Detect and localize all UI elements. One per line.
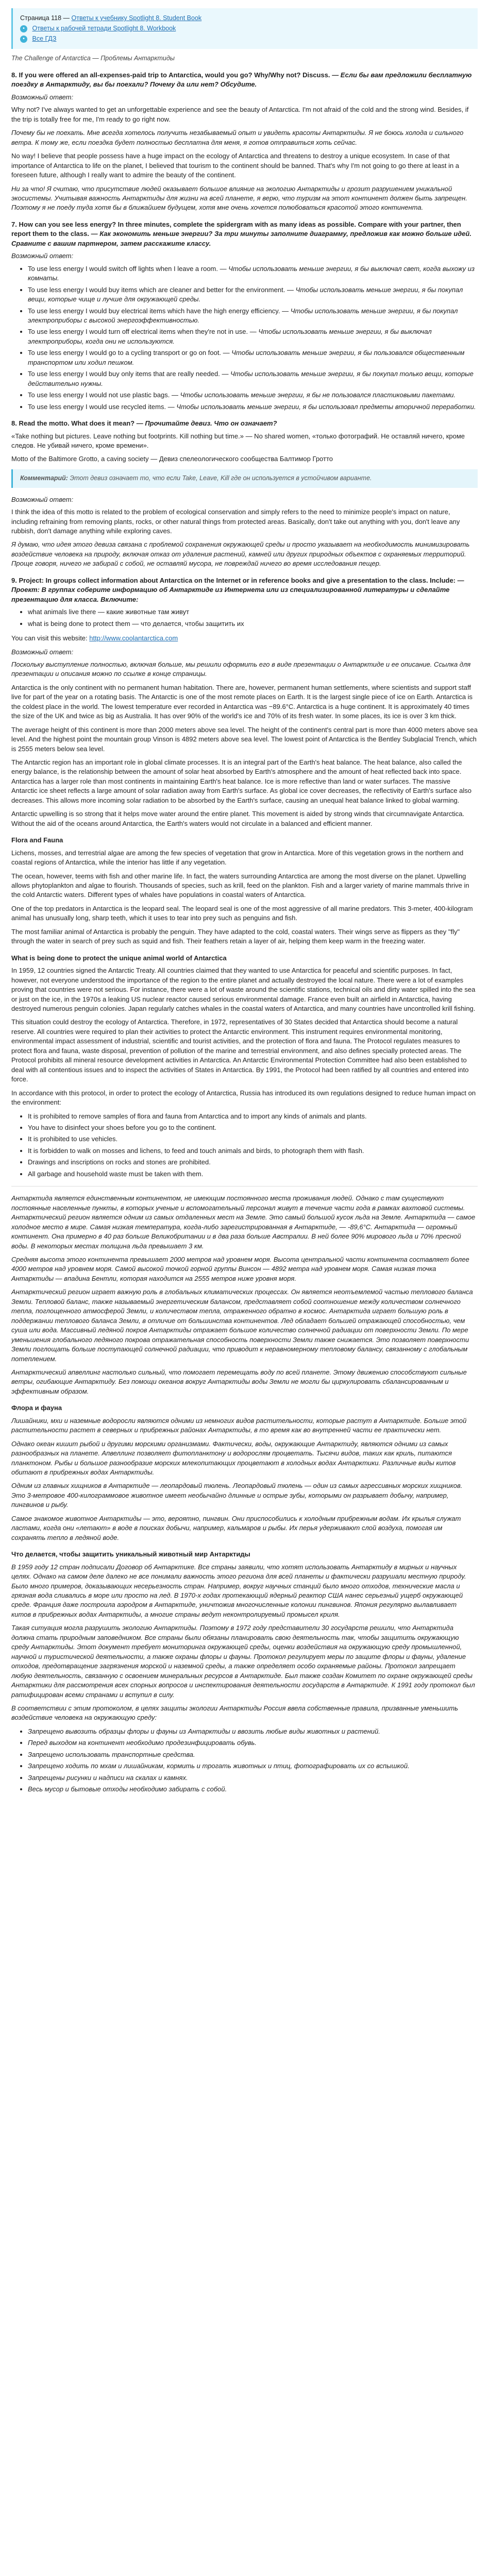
answer-ru: Я думаю, что идея этого девиза связана с проблемой сохранения окружающей среды и просто указывает на необходимость минимизировать воздействие человека на природу, включая отказ от удаления растений, камней или других природных объектов с охраняемых территорий. Проще говоря, ничего не забирай с собой, не оставляй мусора, не повреждай ничего во время исследования пещер. — [11, 540, 470, 568]
answer-en: I think the idea of this motto is related to the problem of ecological conservation and simply refers to the need to minimize people's impact on nature, including refraining from removing plants, rocks, or other natural things from protected areas. Basically, don't take out anything with you, don't leave any rubbish, don't damage anything while exploring caves. — [11, 508, 460, 535]
website-line — [11, 634, 478, 643]
paragraph-ru: Такая ситуация могла разрушить экологию Антарктиды. Поэтому в 1972 году представители 30 государств решили, что Антарктида должна стать природным заповедником. Все страны были обязаны планировать свою деятельность так, чтобы защитить окружающую среду Антарктиды. Этот документ требует мониторинга окружающей среды, оценки воздействия на окружающую среду промышленной, научной и туристической деятельности, а также охраны флоры и фауны. Протокол регулирует меры по защите флоры и фауны, удаление отходов, предотвращение загрязнения морской и наземной среды, а также определяет особо охраняемые районы. Протокол запрещает любую деятельность, связанную с освоением минеральных ресурсов в Антарктиде. Был также создан Комитет по охране окружающей среды Антарктики для рассмотрения всех спорных вопросов и инспектирования деятельности государств в Антарктиде. К 1991 году протокол был ратифицирован всеми странами и вступил в силу. — [11, 1624, 475, 1699]
comment-box — [11, 469, 478, 488]
question-8-motto — [11, 419, 478, 428]
possible-answer-label: Возможный ответ: — [11, 648, 74, 656]
question-7-energy — [11, 220, 478, 248]
list-item: • Запрещено вывозить образцы флоры и фауны из Антарктиды и ввозить любые виды животных и растений. — [28, 1727, 478, 1736]
bullet-icon: • — [20, 36, 27, 43]
list-item: • what is being done to protect them — что делается, чтобы защитить их — [28, 619, 478, 629]
motto-author: Motto of the Baltimore Grotto, a caving society — Девиз спелеологического сообщества Балтимор Гротто — [11, 455, 333, 463]
breadcrumb: The Challenge of Antarctica — Проблемы Антарктиды — [11, 55, 175, 62]
question-8-travel — [11, 71, 478, 90]
possible-answer-label: Возможный ответ: — [11, 93, 74, 101]
paragraph-ru: Средняя высота этого континента превышает 2000 метров над уровнем моря. Высота центральной части континента составляет более 4000 метров над уровнем моря. Самой высокой точкой горной группы Винсон — 4892 метра над уровнем моря. Самая низкая точка Антарктиды — впадина Бентли, которая находится на 2555 метров ниже уровня моря. — [11, 1255, 469, 1282]
paragraph: Lichens, mosses, and terrestrial algae are among the few species of vegetation that grow in Antarctica. More of this vegetation grows in the northern and coastal regions of Antarctica, while the interior has little if any vegetation. — [11, 849, 464, 867]
website-label: You can visit this website: — [11, 634, 88, 642]
list-item: • Запрещено использовать транспортные средства. — [28, 1750, 478, 1759]
paragraph: Antarctic upwelling is so strong that it helps move water around the entire planet. This movement is aided by strong winds that circumnavigate Antarctica. Without the aid of the oceans around Antarctica, the Earth's waters would not circulate in a balanced and efficient manner. — [11, 810, 465, 827]
paragraph: In 1959, 12 countries signed the Antarctic Treaty. All countries claimed that they wanted to use Antarctica for peaceful and scientific purposes. In fact, however, not everyone understood the importance of the region to the entire planet and actually destroyed the local nature. There were a lot of examples proving that countries were not serious. For instance, there were a lot of waste around the scientific stations, technical oils and dirty water spilled into the sea or just on the ice, in the 1970s a leaking US nuclear reactor caused serious environmental damage. France even built an airfield in Antarctica, having destroyed numerous penguin colonies. Japan regularly catches whales in the coastal waters of Antarctica, and many countries have uncontrolled krill fishing. — [11, 967, 476, 1012]
answer2-ru: Ни за что! Я считаю, что присутствие людей оказывает большое влияние на экологию Антарктиды и грозит разрушением уникальной экосистемы. Учитывая важность Антарктиды для жизни на всей планете, я верю, что туризм на этот континент должен быть запрещен. Поэтому я не поеду туда хотя бы в ближайшем будущем, хотя мне очень хочется полюбоваться красотой этого континента. — [11, 184, 467, 212]
list-item: • To use less energy I would not use plastic bags. — Чтобы использовать меньше энергии, я бы не пользовался пластиковыми пакетами. — [28, 391, 478, 400]
section-heading-flora: Flora and Fauna — [11, 836, 63, 844]
list-item: • You have to disinfect your shoes before you go to the continent. — [28, 1123, 478, 1132]
question-translation: — Проект: В группах соберите информацию об Антарктиде из Интернета или из специализированной литературы и сделайте презентацию для класса. Включите: — [11, 576, 464, 603]
student-book-link[interactable]: Ответы к учебнику Spotlight 8. Student Book — [71, 14, 202, 22]
paragraph-ru: Антарктический апвеллинг настолько сильный, что помогает перемещать воду по всей планете. Этому движению способствуют сильные ветры, огибающие Антарктиду. Без помощи океанов вокруг Антарктиды воды Земли не могли бы циркулировать сбалансированным и эффективным образом. — [11, 1368, 467, 1395]
website-link[interactable]: http://www.coolantarctica.com — [89, 634, 178, 642]
info-line-workbook — [20, 24, 470, 33]
list-item: • To use less energy I would buy electrical items which have the high energy efficiency. — Чтобы использовать меньше энергии, я бы покупал электроприборы с высокой энергоэффективностью. — [28, 307, 478, 326]
list-item: • Весь мусор и бытовые отходы необходимо забирать с собой. — [28, 1785, 478, 1794]
question-title: 7. How can you see less energy? In three minutes, complete the spidergram with as many ideas as possible. Compare with your partner, then report them to the class. — [11, 220, 461, 238]
rules-list-ru — [11, 1727, 478, 1794]
paragraph: The ocean, however, teems with fish and other marine life. In fact, the waters surrounding Antarctica are among the most diverse on the planet. Upwelling allows phytoplankton and algae to flourish. Thousands of species, such as krill, feed on the plankton. Fish and a larger variety of marine mammals thrive in the cold Antarctic waters. Different types of whales have populations in coastal waters of Antarctica. — [11, 872, 469, 899]
all-gdz-link[interactable]: Все ГДЗ — [32, 35, 57, 42]
answer2-en: No way! I believe that people possess have a huge impact on the ecology of Antarctica and threatens to destroy a unique ecosystem. In case of that importance of Antarctica to life on the planet, I believed that tourism to the continent should be banned. That's why I'm not going to go there at least in a foreseen future, although I really want to admire the beauty of the continent. — [11, 152, 460, 179]
section-heading-flora-ru: Флора и фауна — [11, 1404, 62, 1412]
possible-answer-label: Возможный ответ: — [11, 252, 74, 260]
page-number: Страница 118 — — [20, 14, 70, 22]
list-item: • Запрещено ходить по мхам и лишайникам, кормить и трогать животных и птиц, фотографировать их со вспышкой. — [28, 1761, 478, 1771]
section-heading-protect: What is being done to protect the unique animal world of Antarctica — [11, 954, 227, 962]
paragraph-ru: Одним из главных хищников в Антарктиде — леопардовый тюлень. Леопардовый тюлень — один из самых агрессивных морских хищников. Это 3-метровое 400-килограммовое животное имеет необычайно длинные и острые зубы, которыми он разрывает добычу, например, пингвинов и рыбу. — [11, 1482, 463, 1509]
paragraph-ru: Лишайники, мхи и наземные водоросли являются одними из немногих видов растительности, которые растут в Антарктиде. Больше этой растительности растет в северных и прибрежных районах Антарктиды, в то время как во внутренней части ее практически нет. — [11, 1416, 467, 1434]
paragraph: In accordance with this protocol, in order to protect the ecology of Antarctica, Russia has introduced its own regulations designed to reduce human impact on the environment: — [11, 1089, 476, 1107]
paragraph: The most familiar animal of Antarctica is probably the penguin. They have adapted to the cold, coastal waters. Their wings serve as flippers as they "fly" through the water in search of prey such as squid and fish. Their feathers retain a layer of air, helping them keep warm in the freezing water. — [11, 927, 460, 945]
bullet-icon: • — [20, 25, 27, 32]
paragraph: This situation could destroy the ecology of Antarctica. Therefore, in 1972, representatives of 30 States decided that Antarctica should become a natural reserve. All countries were required to plan their activities to protect the Antarctic environment. This instrument requires environmental monitoring, environmental impact assessment of industrial, scientific and tourist activities, and the protection of flora and fauna. The Protocol regulates measures to protect flora and fauna, waste disposal, prevention of pollution of the marine and terrestrial environment, and also defines specially protected areas. The Protocol prohibits all mineral resource development activities in Antarctica. An Antarctic Environmental Protection Committee had also been established to deal with all contentious issues and to inspect the activities of States in Antarctica. By 1991, the Protocol had been ratified by all countries and entered into force. — [11, 1018, 469, 1083]
paragraph-ru: В 1959 году 12 стран подписали Договор об Антарктике. Все страны заявили, что хотят использовать Антарктиду в мирных и научных целях. Однако на самом деле далеко не все понимали важность этого региона для всей планеты и фактически разрушали местную природу. Было много примеров, доказывающих несерьезность стран. Например, вокруг научных станций было много отходов, технические масла и грязная вода сливались в море или просто на лед. В 1970-х годах протекающий ядерный реактор США нанес серьезный ущерб окружающей среде. Франция даже построила аэродром в Антарктиде, уничтожив многочисленные колонии пингвинов. Япония регулярно вылавливает китов в прибрежных водах Антарктиды, а многие страны ведут неконтролируемый промысел криля. — [11, 1563, 466, 1618]
question-9-project — [11, 576, 478, 604]
energy-ideas-list — [11, 264, 478, 412]
list-item: • To use less energy I would switch off lights when I leave a room. — Чтобы использовать меньше энергии, я бы выключал свет, когда выхожу из комнаты. — [28, 264, 478, 283]
list-item: • To use less energy I would use recycled items. — Чтобы использовать меньше энергии, я бы использовал предметы вторичной переработки. — [28, 402, 478, 412]
answer-intro-ru: Поскольку выступление полностью, включая больше, мы решили оформить его в виде презентации о Антарктиде и ее описание. Ссылка для презентации и описания можно по ссылке в конце страницы. — [11, 660, 471, 678]
divider — [11, 1186, 478, 1187]
info-line-pages — [20, 14, 470, 23]
question-translation: — Как экономить меньше энергии? За три минуты заполните диаграмму, предложив как можно больше идей. Сравните с вашим партнером, затем расскажите классу. — [11, 230, 471, 247]
paragraph-ru: Самое знакомое животное Антарктиды — это, вероятно, пингвин. Они приспособились к холодным прибрежным водам. Их крылья служат ластами, когда они «летают» в воде в поисках добычи, например, кальмаров и рыбы. Их перья удерживают слой воздуха, помогая им сохранять тепло в ледяной воде. — [11, 1514, 461, 1541]
workbook-link[interactable]: Ответы к рабочей тетради Spotlight 8. Workbook — [32, 24, 176, 32]
motto-text: «Take nothing but pictures. Leave nothing but footprints. Kill nothing but time.» — No shared women, «только фотографий. Не оставляй ничего, кроме следов. Не убивай ничего, кроме времени». — [11, 432, 465, 449]
paragraph: The Antarctic region has an important role in global climate processes. It is an integral part of the Earth's heat balance. The heat balance, also called the energy balance, is the relationship between the amount of solar heat absorbed by Earth's atmosphere and the amount of heat reflected back into space. Antarctica has a larger role than most continents in maintaining Earth's heat balance. Ice is more reflective than land or water surfaces. The massive Antarctic ice sheet reflects a large amount of solar radiation away from Earth's surface. As global ice cover decreases, the reflectivity of Earth's surface also decreases. This allows more incoming solar radiation to be absorbed by the Earth's surface, causing an unequal heat balance linked to global warming. — [11, 758, 471, 804]
list-item: • To use less energy I would go to a cycling transport or go on foot. — Чтобы использовать меньше энергии, я бы пользовался общественным транспортом или ходил пешком. — [28, 348, 478, 367]
question-title: 8. If you were offered an all-expenses-paid trip to Antarctica, would you go? Why/Why not? Discuss. — [11, 71, 330, 79]
info-line-gdz — [20, 35, 470, 44]
list-item: • To use less energy I would turn off electrical items when they're not in use. — Чтобы использовать меньше энергии, я бы выключал электроприборы, когда они не используются. — [28, 327, 478, 346]
possible-answer-label: Возможный ответ: — [11, 495, 74, 503]
list-item: • To use less energy I would buy only items that are really needed. — Чтобы использовать меньше энергии, я бы покупал только вещи, которые действительно нужны. — [28, 369, 478, 388]
paragraph: The average height of this continent is more than 2000 meters above sea level. The height of the continent's central part is more than 4000 meters above sea level. And the highest point the mountain group Vinson is 4892 meters above sea level. The lowest point of Antarctica is the Bentley Subglacial Trench, which is 2555 meters below sea level. — [11, 725, 478, 753]
question-title: 8. Read the motto. What does it mean? — [11, 419, 135, 428]
list-item: • It is prohibited to remove samples of flora and fauna from Antarctica and to import any kinds of animals and plants. — [28, 1112, 478, 1121]
page-info-box — [11, 8, 478, 49]
paragraph-ru: Антарктида является единственным континентом, не имеющим постоянного места проживания людей. Однако с там существуют постоянные населенные пункты, в которых ученые и вспомогательный персонал живут в течение части года в рамках вахтовой системы. Антарктический регион является одним из самых отдаленных мест на Земле. Это самый большой кусок льда на Земле. Антарктида — самое холодное место в мире. Самая низкая температура, когда-либо зарегистрированная в Антарктиде, — -89,6°С. Антарктида — огромный континент. Она примерно в 40 раз больше Великобритании и в два раза больше Австралии. В ней более 90% мирового льда и 70% пресной воды. В некоторых местах толщина льда превышает 3 км. — [11, 1194, 476, 1250]
paragraph-ru: В соответствии с этим протоколом, в целях защиты экологии Антарктиды Россия ввела собственные правила, призванные уменьшить воздействие человека на окружающую среду: — [11, 1704, 459, 1722]
list-item: • All garbage and household waste must be taken with them. — [28, 1170, 478, 1179]
list-item: • It is prohibited to use vehicles. — [28, 1134, 478, 1144]
comment-label: Комментарий: — [20, 474, 68, 482]
project-list — [11, 607, 478, 629]
list-item: • Drawings and inscriptions on rocks and stones are prohibited. — [28, 1158, 478, 1167]
list-item: • what animals live there — какие животные там живут — [28, 607, 478, 617]
section-heading-protect-ru: Что делается, чтобы защитить уникальный животный мир Антарктиды — [11, 1550, 250, 1558]
question-title: 9. Project: In groups collect information about Antarctica on the Internet or in reference books and give a presentation to the class. Include: — [11, 576, 456, 584]
answer-en: Why not? I've always wanted to get an unforgettable experience and see the beauty of Antarctica. I'm not afraid of the cold and the strong wind. Besides, if the trip is totally free for me, I'm ready to go right now. — [11, 106, 469, 123]
comment-text: Этот девиз означает то, что если Take, Leave, Kill где он используется в устойчивом варианте. — [70, 474, 372, 482]
question-translation: — Прочитайте девиз. Что он означает? — [136, 419, 277, 428]
list-item: • To use less energy I would buy items which are cleaner and better for the environment. — Чтобы использовать меньше энергии, я бы покупал вещи, которые чище и лучше для окружающей среды. — [28, 285, 478, 304]
list-item: • It is forbidden to walk on mosses and lichens, to feed and touch animals and birds, to photograph them with flash. — [28, 1146, 478, 1156]
answer-ru: Почему бы не поехать. Мне всегда хотелось получить незабываемый опыт и увидеть красоты Антарктиды. Я не боюсь холода и сильного ветра. К тому же, если поездка будет полностью бесплатна для меня, я готов отправиться хоть сейчас. — [11, 129, 464, 146]
list-item: • Перед выходом на континент необходимо продезинфицировать обувь. — [28, 1738, 478, 1748]
list-item: • Запрещены рисунки и надписи на скалах и камнях. — [28, 1773, 478, 1783]
paragraph: Antarctica is the only continent with no permanent human habitation. There are, however, permanent human settlements, where scientists and support staff live for part of the year on a rotating basis. The Antarctic is one of the most remote places on Earth. It is the largest single piece of ice on Earth. Antarctica is the coldest place in the world. The lowest temperature ever recorded in Antarctica was −89.6°C. Antarctica is a huge continent. It is approximately 40 times the size of the UK and twice as big as Australia. It has over 90% of the world's ice and 70% of its fresh water. In some places, its ice is over 3 km thick. — [11, 683, 473, 720]
paragraph: One of the top predators in Antarctica is the leopard seal. The leopard seal is one of the most aggressive of all marine predators. This 3-meter, 400-kilogram animal has unusually long, sharp teeth, which it uses to tear into prey such as penguins and fish. — [11, 904, 473, 922]
rules-list — [11, 1112, 478, 1179]
question-translation: — Если бы вам предложили бесплатную поездку в Антарктиду, вы бы поехали? Почему да или нет? Обсудите. — [11, 71, 472, 89]
paragraph-ru: Антарктический регион играет важную роль в глобальных климатических процессах. Он является неотъемлемой частью теплового баланса Земли. Тепловой баланс, также называемый энергетическим балансом, представляет собой соотношение между количеством солнечного тепла, поглощенного атмосферой Земли, и количеством тепла, отраженного обратно в космос. Антарктида играет большую роль в поддержании теплового баланса Земли, в отличие от большинства континентов. Лед обладает большей отражающей способностью, чем суша или вода. Массивный ледяной покров Антарктиды отражает большое количество солнечной радиации от поверхности Земли. По мере уменьшения глобального ледяного покрова отражательная способность поверхности Земли также снижается. Это позволяет поверхности Земли поглощать больше поступающей солнечной радиации, что приводит к неравномерному тепловому балансу, связанному с глобальным потеплением. — [11, 1288, 473, 1363]
paragraph-ru: Однако океан кишит рыбой и другими морскими организмами. Фактически, воды, окружающие Антарктиду, являются одними из самых разнообразных на планете. Апвеллинг позволяет фитопланктону и водорослям процветать. Тысячи видов, таких как криль, питаются планктоном. Рыбы и большое разнообразие морских млекопитающих процветают в холодных водах Антарктики. Различные виды китов обитают в прибрежных водах Антарктиды. — [11, 1439, 456, 1477]
